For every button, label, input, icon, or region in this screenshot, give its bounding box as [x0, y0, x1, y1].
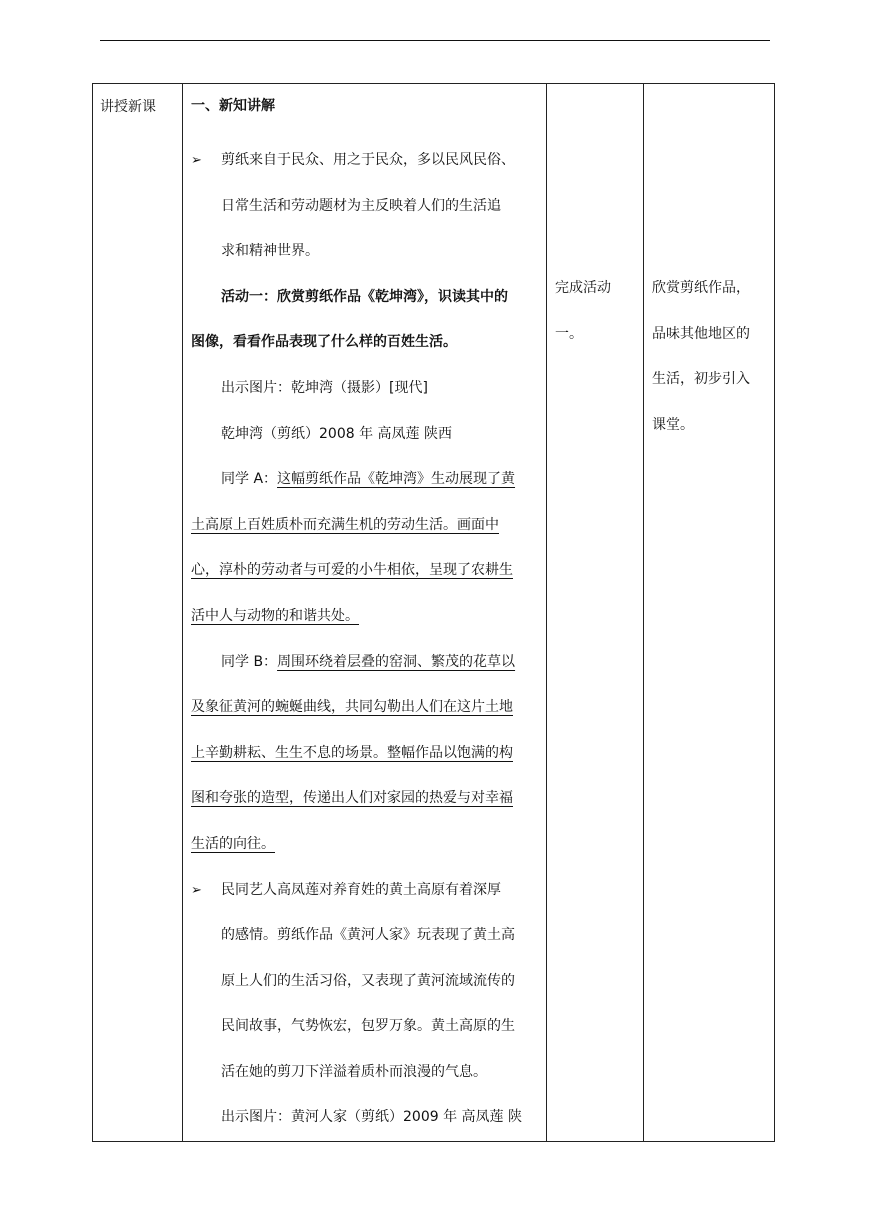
design-intent-line-3: 生活，初步引入	[652, 371, 750, 388]
student-a-line-2: 土高原上百姓质朴而充满生机的劳动生活。画面中	[191, 516, 499, 533]
bullet-2-line-5: 活在她的剪刀下洋溢着质朴而浪漫的气息。	[221, 1063, 487, 1080]
lesson-table	[92, 83, 775, 1142]
bullet-1-line-3: 求和精神世界。	[221, 243, 319, 260]
show-image-1: 出示图片：乾坤湾（摄影）[现代]	[221, 379, 428, 396]
design-intent-line-4: 课堂。	[652, 416, 694, 433]
stage-label: 讲授新课	[100, 99, 156, 115]
design-intent-line-1: 欣赏剪纸作品，	[652, 280, 750, 296]
bullet-2-line-2: 的感情。剪纸作品《黄河人家》玩表现了黄土高	[221, 927, 515, 944]
student-activity-cell	[547, 84, 644, 1142]
header-rule	[100, 40, 770, 41]
student-a-line-4: 活中人与动物的和谐共处。	[191, 607, 359, 624]
student-b-line-4: 图和夸张的造型，传递出人们对家园的热爱与对幸福	[191, 790, 513, 807]
show-image-2: 乾坤湾（剪纸）2008 年 高凤莲 陕西	[221, 425, 452, 442]
bullet-2-line-4: 民间故事，气势恢宏，包罗万象。黄土高原的生	[221, 1018, 515, 1035]
stage-cell	[93, 84, 183, 1142]
student-b-text-1: 周围环绕着层叠的窑洞、繁茂的花草以	[277, 653, 516, 670]
show-image-3: 出示图片：黄河人家（剪纸）2009 年 高凤莲 陕	[221, 1109, 522, 1126]
student-b-label: 同学 B：	[221, 653, 278, 670]
bullet-1-line-2: 日常生活和劳动题材为主反映着人们的生活追	[221, 197, 501, 214]
student-a-text-1: 这幅剪纸作品《乾坤湾》生动展现了黄	[277, 471, 516, 488]
arrow-bullet-icon: ➢	[191, 153, 202, 168]
section-title: 一、新知讲解	[191, 98, 275, 114]
student-b-line-1	[191, 640, 538, 686]
bullet-2-line-1: 民同艺人高凤莲对养育姓的黄土高原有着深厚	[221, 881, 501, 898]
bullet-1	[191, 138, 538, 275]
bullet-2-line-3: 原上人们的生活习俗，又表现了黄河流域流传的	[221, 972, 515, 989]
activity-line-1: 活动一：欣赏剪纸作品《乾坤湾》，识读其中的	[221, 288, 508, 305]
bullet-2	[191, 868, 538, 1096]
design-intent-line-2: 品味其他地区的	[652, 325, 750, 342]
student-a-line-3: 心，淳朴的劳动者与可爱的小牛相依，呈现了农耕生	[191, 562, 513, 579]
student-b-line-3: 上辛勤耕耘、生生不息的场景。整幅作品以饱满的构	[191, 744, 513, 761]
student-activity-line-1: 完成活动	[555, 280, 611, 296]
bullet-1-line-1: 剪纸来自于民众、用之于民众，多以民风民俗、	[221, 152, 515, 168]
student-activity-line-2: 一。	[555, 325, 583, 342]
student-a-line-1	[191, 457, 538, 503]
activity-line-2: 图像，看看作品表现了什么样的百姓生活。	[191, 334, 457, 351]
student-b-line-5: 生活的向往。	[191, 835, 275, 852]
content-cell	[183, 84, 547, 1142]
student-a-label: 同学 A：	[221, 471, 278, 488]
arrow-bullet-icon: ➢	[191, 882, 202, 898]
student-b-line-2: 及象征黄河的蜿蜒曲线，共同勾勒出人们在这片土地	[191, 699, 513, 716]
design-intent-cell	[644, 84, 775, 1142]
